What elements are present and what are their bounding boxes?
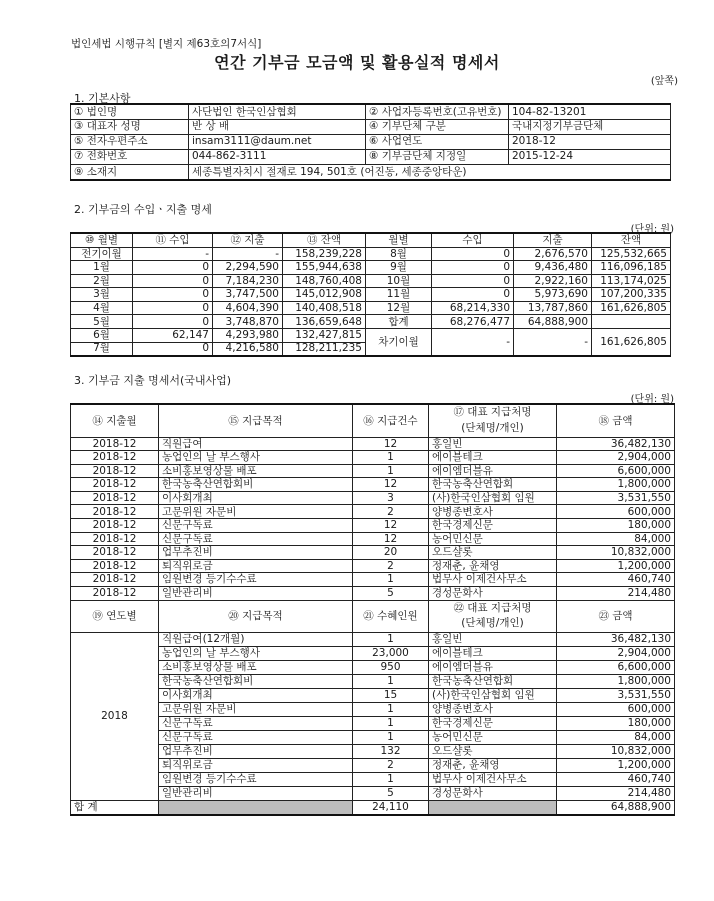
month-cell: 6월	[71, 329, 133, 343]
purpose-cell: 직원급여	[159, 437, 353, 451]
amount-cell: 1,200,000	[557, 559, 675, 573]
column-header: ⑳ 지급목적	[159, 600, 353, 633]
field-value: 국내지정기부금단체	[509, 119, 671, 134]
amount-cell: 214,480	[557, 787, 675, 801]
total-amount: 64,888,900	[557, 801, 675, 815]
column-header: ⑮ 지급목적	[159, 404, 353, 437]
expense-row	[71, 519, 675, 533]
amount-cell: 3,531,550	[557, 491, 675, 505]
month-cell: 합계	[366, 315, 432, 329]
income-cell: 68,276,477	[432, 315, 514, 329]
income-cell: -	[133, 247, 213, 261]
column-header: ⑯ 지급건수	[353, 404, 429, 437]
balance-cell: 132,427,815	[283, 329, 366, 343]
count-cell: 1	[353, 464, 429, 478]
payee-cell: 에이블테크	[429, 647, 557, 661]
payee-cell: 농어민신문	[429, 731, 557, 745]
basic-info-table	[70, 103, 671, 181]
expense-row	[71, 437, 675, 451]
field-label: ④ 기부단체 구분	[366, 119, 509, 134]
expense-cell: 3,747,500	[213, 288, 283, 302]
expense-cell: 9,436,480	[514, 261, 592, 275]
payee-cell: (사)한국인삼협회 임원	[429, 491, 557, 505]
balance-cell: 158,239,228	[283, 247, 366, 261]
amount-cell: 84,000	[557, 731, 675, 745]
purpose-cell: 이사회개최	[159, 689, 353, 703]
income-cell: 0	[133, 315, 213, 329]
payee-cell: 정재춘, 윤채영	[429, 559, 557, 573]
income-cell: 0	[133, 261, 213, 275]
field-value: 사단법인 한국인삼협회	[189, 104, 366, 119]
balance-cell: 116,096,185	[592, 261, 671, 275]
expense-header-2	[71, 600, 675, 633]
month-cell: 7월	[71, 342, 133, 356]
purpose-cell: 소비홍보영상물 배포	[159, 464, 353, 478]
expense-cell: 64,888,900	[514, 315, 592, 329]
income-cell: 0	[432, 261, 514, 275]
yearly-row	[71, 717, 675, 731]
count-cell: 1	[353, 633, 429, 647]
month-cell: 2018-12	[71, 519, 159, 533]
balance-cell: 140,408,518	[283, 301, 366, 315]
amount-cell: 1,800,000	[557, 478, 675, 492]
purpose-cell: 농업인의 날 부스행사	[159, 451, 353, 465]
payee-header-line1: ㉒ 대표 지급처명	[453, 601, 532, 614]
yearly-row	[71, 731, 675, 745]
month-cell: 2018-12	[71, 546, 159, 560]
count-cell: 1	[353, 731, 429, 745]
month-cell: 2018-12	[71, 478, 159, 492]
month-cell: 1월	[71, 261, 133, 275]
purpose-cell: 퇴직위로금	[159, 759, 353, 773]
column-header: ㉓ 금액	[557, 600, 675, 633]
count-cell: 12	[353, 478, 429, 492]
month-cell: 2018-12	[71, 437, 159, 451]
payee-cell: 한국경제신문	[429, 717, 557, 731]
month-cell: 2018-12	[71, 587, 159, 601]
expense-cell: 2,294,590	[213, 261, 283, 275]
expense-row	[71, 532, 675, 546]
purpose-cell: 임원변경 등기수수료	[159, 773, 353, 787]
purpose-cell: 업무추진비	[159, 745, 353, 759]
total-row	[71, 801, 675, 815]
payee-cell: 한국경제신문	[429, 519, 557, 533]
purpose-cell: 퇴직위로금	[159, 559, 353, 573]
count-cell: 15	[353, 689, 429, 703]
amount-cell: 10,832,000	[557, 745, 675, 759]
amount-cell: 6,600,000	[557, 464, 675, 478]
expense-cell: 4,216,580	[213, 342, 283, 356]
amount-cell: 1,800,000	[557, 675, 675, 689]
count-cell: 1	[353, 451, 429, 465]
count-cell: 5	[353, 587, 429, 601]
expense-cell: 2,922,160	[514, 274, 592, 288]
balance-cell: 155,944,638	[283, 261, 366, 275]
amount-cell: 2,904,000	[557, 451, 675, 465]
yearly-row	[71, 675, 675, 689]
yearly-row	[71, 647, 675, 661]
expense-cell: -	[213, 247, 283, 261]
yearly-row	[71, 787, 675, 801]
yearly-row	[71, 773, 675, 787]
field-label: ② 사업자등록번호(고유번호)	[366, 104, 509, 119]
field-label: ③ 대표자 성명	[71, 119, 189, 134]
count-cell: 1	[353, 573, 429, 587]
income-expense-row	[71, 274, 671, 288]
amount-cell: 1,200,000	[557, 759, 675, 773]
payee-cell: 에이엠더블유	[429, 464, 557, 478]
purpose-cell: 일반관리비	[159, 787, 353, 801]
income-cell: 0	[133, 288, 213, 302]
section3-heading: 3. 기부금 지출 명세서(국내사업)	[74, 374, 232, 387]
payee-cell: 법무사 이제건사무소	[429, 573, 557, 587]
payee-header	[429, 600, 557, 633]
month-cell: 11월	[366, 288, 432, 302]
payee-cell: 오드샬롯	[429, 745, 557, 759]
column-header: 지출	[514, 233, 592, 247]
section2-unit: (단위: 원)	[630, 224, 674, 235]
count-cell: 12	[353, 532, 429, 546]
expense-row	[71, 451, 675, 465]
payee-cell: (사)한국인삼협회 임원	[429, 689, 557, 703]
law-reference: 법인세법 시행규칙 [별지 제63호의7서식]	[71, 38, 262, 50]
balance-cell	[592, 315, 671, 329]
expense-cell: 5,973,690	[514, 288, 592, 302]
column-header: ㉑ 수혜인원	[353, 600, 429, 633]
purpose-cell: 일반관리비	[159, 587, 353, 601]
purpose-cell: 임원변경 등기수수료	[159, 573, 353, 587]
income-expense-row	[71, 329, 671, 343]
balance-cell: 161,626,805	[592, 301, 671, 315]
purpose-cell: 한국농축산연합회비	[159, 478, 353, 492]
expense-cell: 2,676,570	[514, 247, 592, 261]
payee-header-line2: (단체명/개인)	[461, 617, 524, 630]
payee-cell: 경성문화사	[429, 587, 557, 601]
column-header: ⑬ 잔액	[283, 233, 366, 247]
total-label: 합 계	[71, 801, 159, 815]
address-row	[71, 164, 671, 180]
month-cell: 2018-12	[71, 451, 159, 465]
purpose-cell: 고문위원 자문비	[159, 703, 353, 717]
month-cell: 2018-12	[71, 491, 159, 505]
income-cell: 0	[133, 301, 213, 315]
count-cell: 1	[353, 773, 429, 787]
amount-cell: 3,531,550	[557, 689, 675, 703]
income-cell: 68,214,330	[432, 301, 514, 315]
count-cell: 23,000	[353, 647, 429, 661]
count-cell: 950	[353, 661, 429, 675]
month-cell: 2018-12	[71, 573, 159, 587]
amount-cell: 36,482,130	[557, 437, 675, 451]
column-header: 월별	[366, 233, 432, 247]
income-expense-row	[71, 315, 671, 329]
count-cell: 1	[353, 675, 429, 689]
expense-cell: 4,604,390	[213, 301, 283, 315]
purpose-cell: 신문구독료	[159, 532, 353, 546]
purpose-cell: 이사회개최	[159, 491, 353, 505]
month-cell: 2018-12	[71, 532, 159, 546]
expense-row	[71, 491, 675, 505]
expense-cell: 13,787,860	[514, 301, 592, 315]
month-cell: 2018-12	[71, 505, 159, 519]
carry-expense-cell: -	[514, 329, 592, 356]
field-value: 반 상 배	[189, 119, 366, 134]
expense-row	[71, 559, 675, 573]
amount-cell: 460,740	[557, 573, 675, 587]
count-cell: 2	[353, 505, 429, 519]
amount-cell: 600,000	[557, 703, 675, 717]
section1-heading: 1. 기본사항	[74, 92, 131, 105]
income-expense-row	[71, 301, 671, 315]
month-cell: 9월	[366, 261, 432, 275]
field-label: ⑦ 전화번호	[71, 149, 189, 164]
blank-gray-cell	[159, 801, 353, 815]
amount-cell: 460,740	[557, 773, 675, 787]
payee-cell: 에이엠더블유	[429, 661, 557, 675]
expense-row	[71, 464, 675, 478]
purpose-cell: 한국농축산연합회비	[159, 675, 353, 689]
column-header: ⑱ 금액	[557, 404, 675, 437]
field-label: ⑤ 전자우편주소	[71, 134, 189, 149]
payee-cell: 오드샬롯	[429, 546, 557, 560]
purpose-cell: 고문위원 자문비	[159, 505, 353, 519]
payee-cell: 법무사 이제건사무소	[429, 773, 557, 787]
field-value: 044-862-3111	[189, 149, 366, 164]
purpose-cell: 직원급여(12개월)	[159, 633, 353, 647]
month-cell: 3월	[71, 288, 133, 302]
income-cell: 62,147	[133, 329, 213, 343]
field-value: 104-82-13201	[509, 104, 671, 119]
field-value: 2015-12-24	[509, 149, 671, 164]
yearly-row	[71, 745, 675, 759]
expense-row	[71, 546, 675, 560]
field-label: ⑥ 사업연도	[366, 134, 509, 149]
yearly-row	[71, 661, 675, 675]
month-cell: 10월	[366, 274, 432, 288]
yearly-row	[71, 689, 675, 703]
payee-cell: 양병종변호사	[429, 505, 557, 519]
payee-header-line2: (단체명/개인)	[461, 421, 524, 434]
payee-cell: 홍일빈	[429, 437, 557, 451]
month-cell: 2018-12	[71, 559, 159, 573]
carry-income-cell: -	[432, 329, 514, 356]
column-header: ⑩ 월별	[71, 233, 133, 247]
amount-cell: 10,832,000	[557, 546, 675, 560]
amount-cell: 180,000	[557, 519, 675, 533]
total-count: 24,110	[353, 801, 429, 815]
address-value: 세종특별자치시 절재로 194, 501호 (어진동, 세종중앙타운)	[189, 164, 671, 180]
field-label: ⑨ 소재지	[71, 164, 189, 180]
amount-cell: 214,480	[557, 587, 675, 601]
month-cell: 2018-12	[71, 464, 159, 478]
amount-cell: 36,482,130	[557, 633, 675, 647]
payee-cell: 홍일빈	[429, 633, 557, 647]
month-cell: 전기이월	[71, 247, 133, 261]
amount-cell: 600,000	[557, 505, 675, 519]
payee-cell: 정재춘, 윤채영	[429, 759, 557, 773]
income-cell: 0	[432, 247, 514, 261]
balance-cell: 128,211,235	[283, 342, 366, 356]
field-value: insam3111@daum.net	[189, 134, 366, 149]
income-expense-row	[71, 261, 671, 275]
carry-balance-cell: 161,626,805	[592, 329, 671, 356]
basic-info-row	[71, 134, 671, 149]
section2-heading: 2. 기부금의 수입ㆍ지출 명세	[74, 203, 212, 216]
payee-cell: 한국농축산연합회	[429, 478, 557, 492]
expense-cell: 4,293,980	[213, 329, 283, 343]
income-cell: 0	[133, 274, 213, 288]
blank-gray-cell	[429, 801, 557, 815]
balance-cell: 107,200,335	[592, 288, 671, 302]
month-cell: 5월	[71, 315, 133, 329]
payee-header-line1: ⑰ 대표 지급처명	[453, 406, 532, 418]
income-expense-row	[71, 247, 671, 261]
purpose-cell: 소비홍보영상물 배포	[159, 661, 353, 675]
month-cell: 12월	[366, 301, 432, 315]
payee-header	[429, 404, 557, 437]
income-expense-row	[71, 288, 671, 302]
balance-cell: 113,174,025	[592, 274, 671, 288]
count-cell: 12	[353, 519, 429, 533]
purpose-cell: 신문구독료	[159, 519, 353, 533]
count-cell: 1	[353, 703, 429, 717]
count-cell: 2	[353, 559, 429, 573]
balance-cell: 136,659,648	[283, 315, 366, 329]
column-header: ⑫ 지출	[213, 233, 283, 247]
month-cell: 2월	[71, 274, 133, 288]
income-cell: 0	[133, 342, 213, 356]
column-header: 잔액	[592, 233, 671, 247]
expense-cell: 3,748,870	[213, 315, 283, 329]
income-cell: 0	[432, 274, 514, 288]
count-cell: 12	[353, 437, 429, 451]
yearly-row	[71, 633, 675, 647]
count-cell: 20	[353, 546, 429, 560]
payee-cell: 양병종변호사	[429, 703, 557, 717]
field-label: ⑧ 기부금단체 지정일	[366, 149, 509, 164]
amount-cell: 6,600,000	[557, 661, 675, 675]
basic-info-row	[71, 104, 671, 119]
page-side-label: (앞쪽)	[650, 76, 678, 87]
expense-header-1	[71, 404, 675, 437]
purpose-cell: 농업인의 날 부스행사	[159, 647, 353, 661]
basic-info-row	[71, 149, 671, 164]
column-header: ⑲ 연도별	[71, 600, 159, 633]
column-header: ⑭ 지출월	[71, 404, 159, 437]
count-cell: 132	[353, 745, 429, 759]
payee-cell: 농어민신문	[429, 532, 557, 546]
basic-info-row	[71, 119, 671, 134]
expense-cell: 7,184,230	[213, 274, 283, 288]
month-cell: 4월	[71, 301, 133, 315]
payee-cell: 한국농축산연합회	[429, 675, 557, 689]
column-header: ⑪ 수입	[133, 233, 213, 247]
count-cell: 2	[353, 759, 429, 773]
balance-cell: 125,532,665	[592, 247, 671, 261]
income-expense-table	[70, 232, 671, 357]
month-cell: 8월	[366, 247, 432, 261]
expense-row	[71, 573, 675, 587]
expense-row	[71, 478, 675, 492]
column-header: 수입	[432, 233, 514, 247]
purpose-cell: 업무추진비	[159, 546, 353, 560]
amount-cell: 2,904,000	[557, 647, 675, 661]
count-cell: 3	[353, 491, 429, 505]
balance-cell: 145,012,908	[283, 288, 366, 302]
amount-cell: 180,000	[557, 717, 675, 731]
carry-month-cell: 차기이월	[366, 329, 432, 356]
page-title: 연간 기부금 모금액 및 활용실적 명세서	[214, 53, 500, 72]
field-label: ① 법인명	[71, 104, 189, 119]
section3-unit: (단위: 원)	[630, 394, 674, 405]
expense-detail-table	[70, 403, 675, 816]
purpose-cell: 신문구독료	[159, 717, 353, 731]
yearly-row	[71, 703, 675, 717]
expense-row	[71, 587, 675, 601]
balance-cell: 148,760,408	[283, 274, 366, 288]
payee-cell: 에이블테크	[429, 451, 557, 465]
amount-cell: 84,000	[557, 532, 675, 546]
yearly-row	[71, 759, 675, 773]
expense-row	[71, 505, 675, 519]
income-expense-header	[71, 233, 671, 247]
field-value: 2018-12	[509, 134, 671, 149]
income-cell: 0	[432, 288, 514, 302]
purpose-cell: 신문구독료	[159, 731, 353, 745]
count-cell: 1	[353, 717, 429, 731]
payee-cell: 경성문화사	[429, 787, 557, 801]
count-cell: 5	[353, 787, 429, 801]
year-cell: 2018	[71, 633, 159, 801]
